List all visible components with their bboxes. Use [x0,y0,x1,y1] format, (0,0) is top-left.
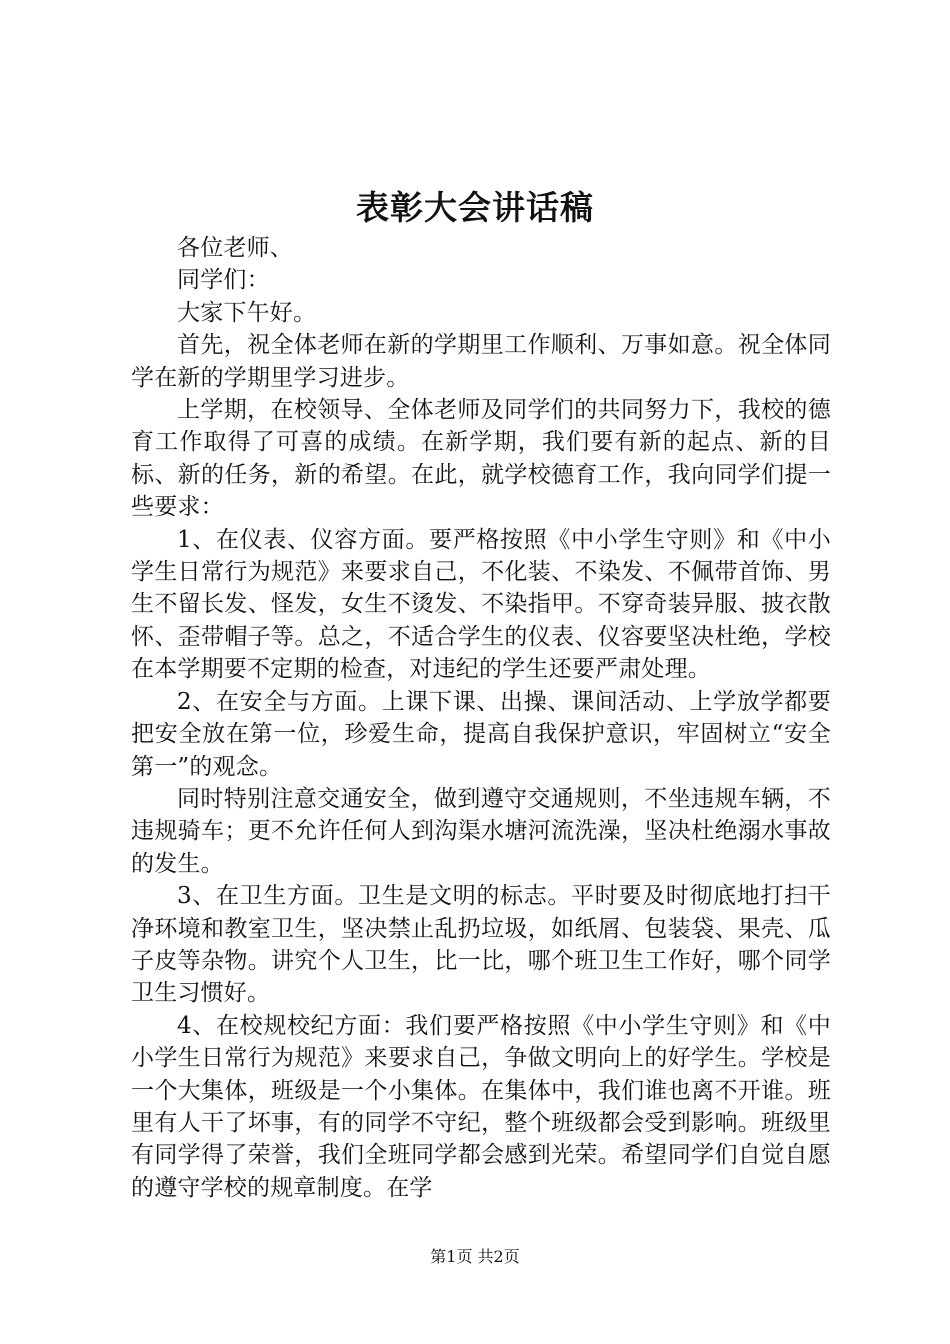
paragraph: 4、在校规校纪方面：我们要严格按照《中小学生守则》和《中小学生日常行为规范》来要求自己，争做文明向上的好学生。学校是一个大集体，班级是一个小集体。在集体中，我们谁也离不开谁。班里有人干了坏事，有的同学不守纪，整个班级都会受到影响。班级里有同学得了荣誉，我们全班同学都会感到光荣。希望同学们自觉自愿的遵守学校的规章制度。在学 [131,1012,831,1201]
paragraph: 大家下午好。 [177,299,317,326]
page-indicator: 第1页 共2页 [430,1247,520,1266]
paragraph: 首先，祝全体老师在新的学期里工作顺利、万事如意。祝全体同学在新的学期里学习进步。 [131,332,831,391]
paragraph: 同学们： [177,267,270,294]
paragraph: 1、在仪表、仪容方面。要严格按照《中小学生守则》和《中小学生日常行为规范》来要求自己，不化装、不染发、不佩带首饰、男生不留长发、怪发，女生不烫发、不染指甲。不穿奇装异服、披衣散怀、歪带帽子等。总之，不适合学生的仪表、仪容要坚决杜绝，学校在本学期要不定期的检查，对违纪的学生还要严肃处理。 [131,526,831,683]
document-title: 表彰大会讲话稿 [356,188,594,227]
document-body [131,232,831,1204]
page-footer [0,1246,950,1268]
paragraph: 2、在安全与方面。上课下课、出操、课间活动、上学放学都要把安全放在第一位，珍爱生命，提高自我保护意识，牢固树立“安全第一”的观念。 [131,688,831,780]
paragraph: 各位老师、 [177,235,293,261]
paragraph: 上学期，在校领导、全体老师及同学们的共同努力下，我校的德育工作取得了可喜的成绩。在新学期，我们要有新的起点、新的目标、新的任务，新的希望。在此，就学校德育工作，我向同学们提一些要求： [131,397,831,521]
paragraph: 同时特别注意交通安全，做到遵守交通规则，不坐违规车辆，不违规骑车；更不允许任何人到沟渠水塘河流洗澡，坚决杜绝溺水事故的发生。 [131,785,831,877]
paragraph: 3、在卫生方面。卫生是文明的标志。平时要及时彻底地打扫干净环境和教室卫生，坚决禁止乱扔垃圾，如纸屑、包装袋、果壳、瓜子皮等杂物。讲究个人卫生，比一比，哪个班卫生工作好，哪个同学卫生习惯好。 [131,883,831,1007]
